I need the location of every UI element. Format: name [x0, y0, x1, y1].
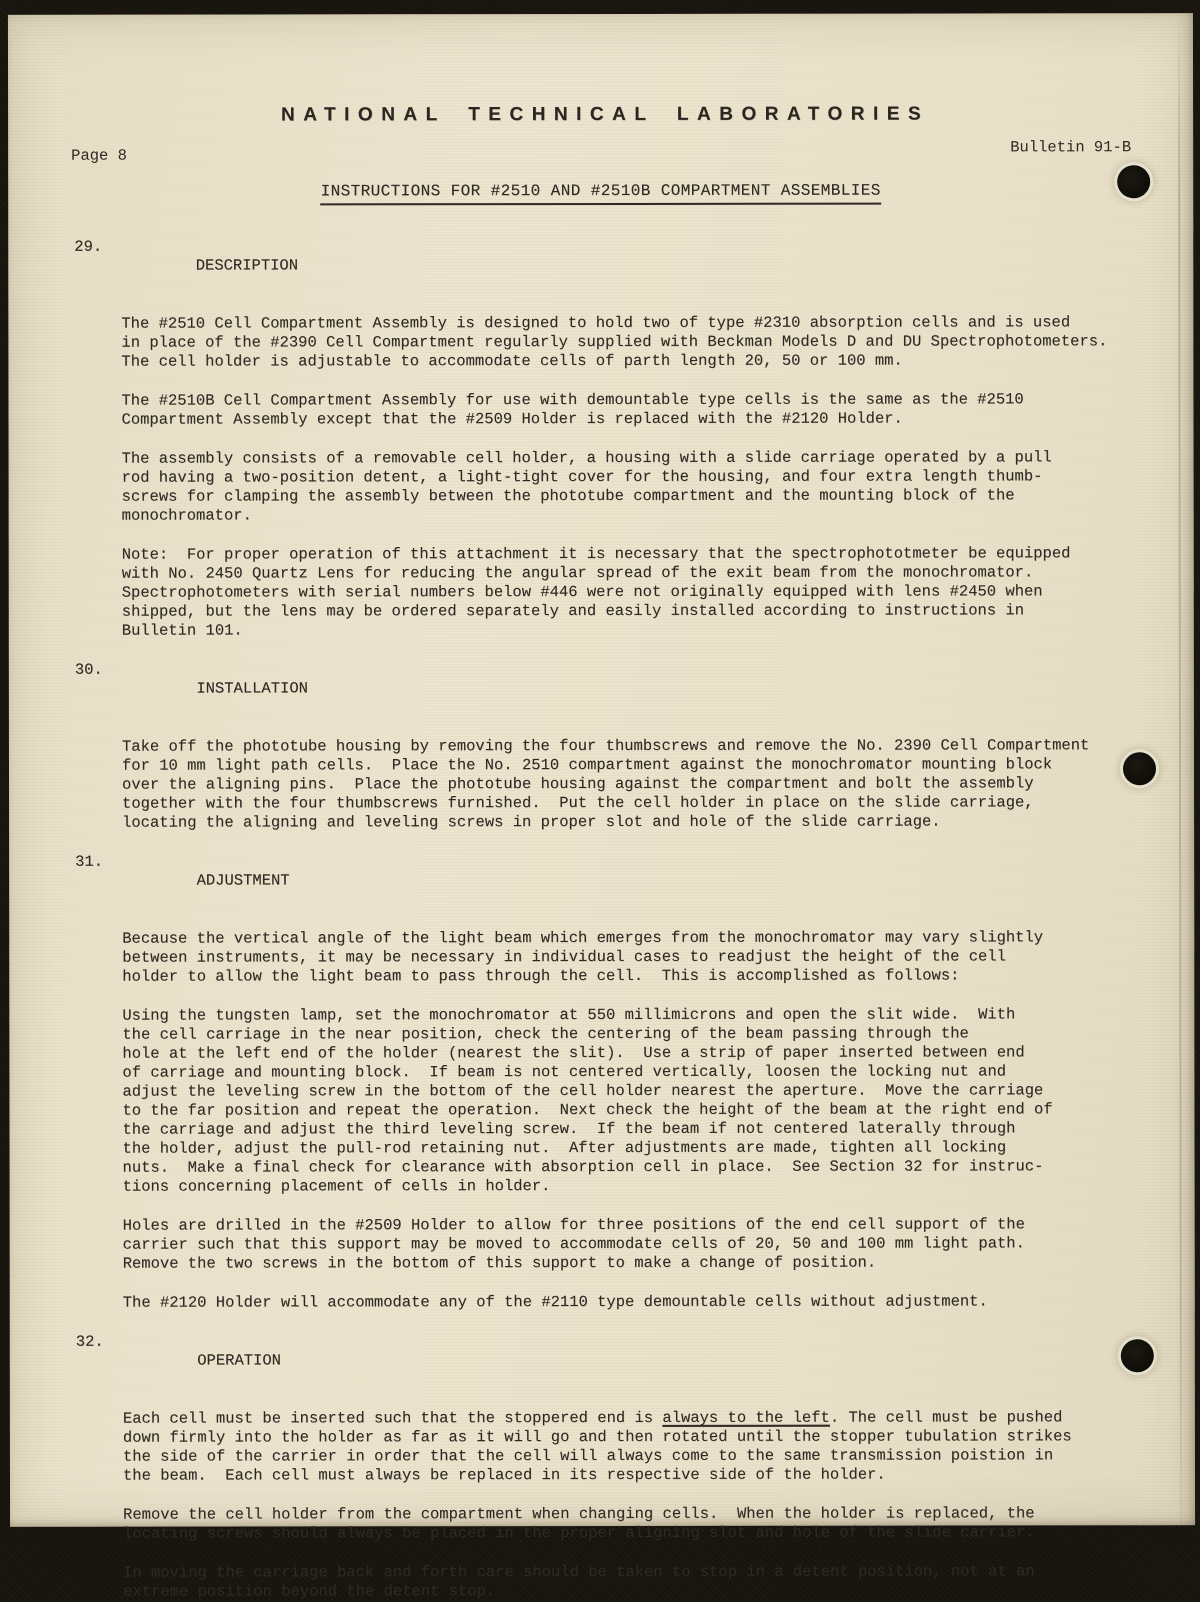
underlined-phrase: always to the left	[662, 1408, 830, 1427]
bulletin-label: Bulletin 91-B	[1010, 138, 1132, 157]
section-31-adjustment	[75, 851, 1157, 1312]
paragraph: Using the tungsten lamp, set the monochromator at 550 millimicrons and open the slit wide. With the cell carriage in the near position, check the centering of the beam passing through the hole at the left end of the holder (nearest the slit). Use a strip of paper inserted between end of carriage and mounting block. If beam is not centered vertically, loosen the locking nut and adjust the leveling screw in the bottom of the cell holder nearest the aperture. Move the carriage to the far position and repeat the operation. Next check the height of the beam at the right end of the carriage and adjust the third leveling screw. If the beam if not centered laterally through the holder, adjust the pull-rod retaining nut. After adjustments are made, tighten all locking nuts. Make a final check for clearance with absorption cell in place. See Section 32 for instruc- tions concerning placement of cells in holder.	[122, 1005, 1053, 1196]
section-heading-label: DESCRIPTION	[195, 256, 299, 275]
section-29-description	[74, 236, 1156, 640]
paragraph: In moving the carriage back and forth care should be taken to stop in a detent position, not at an extreme position beyond the detent stop.	[123, 1562, 1035, 1601]
section-heading-label: OPERATION	[197, 1351, 281, 1370]
paragraph-with-underline	[123, 1408, 1157, 1485]
section-32-operation	[75, 1331, 1157, 1601]
document-body	[8, 204, 1195, 1602]
paragraph: The #2510 Cell Compartment Assembly is designed to hold two of type #2310 absorption cells and is used in place of the #2390 Cell Compartment regularly supplied with Beckman Models D and DU Spectrophotometers. The cell holder is adjustable to accommodate cells of parth length 20, 50 or 100 mm.	[121, 313, 1108, 371]
section-heading-label: INSTALLATION	[196, 679, 308, 698]
section-number: 29.	[74, 237, 103, 256]
section-heading-label: ADJUSTMENT	[196, 871, 290, 890]
section-number: 32.	[75, 1332, 104, 1351]
section-30-installation	[74, 659, 1156, 832]
paragraph: Because the vertical angle of the light beam which emerges from the monochromator may vary slightly between instruments, it may be necessary in individual cases to readjust the height of the cell holder to allow the light beam to pass through the cell. This is accomplished as follows:	[122, 928, 1044, 986]
section-heading	[74, 659, 1156, 717]
section-number: 31.	[75, 852, 104, 871]
page-meta-row	[8, 125, 1193, 165]
section-number: 30.	[74, 660, 103, 679]
paragraph: Holes are drilled in the #2509 Holder to allow for three positions of the end cell support of the carrier such that this support may be moved to accommodate cells of 20, 50 and 100 mm light path. Remove the two screws in the bottom of this support to make a change of position.	[122, 1215, 1025, 1273]
letterhead-brand: NATIONAL TECHNICAL LABORATORIES	[280, 103, 930, 126]
paragraph-note: Note: For proper operation of this attachment it is necessary that the spectrophototmeter be equipped with No. 2450 Quartz Lens for reducing the angular spread of the exit beam from the monochromator. Spectrophotometers with serial numbers below #446 were not originally equipped with lens #2450 when shipped, but the lens may be ordered separately and easily installed according to instructions in Bulletin 101.	[121, 544, 1071, 640]
section-heading	[74, 236, 1155, 294]
page-number-label: Page 8	[71, 146, 127, 165]
paper-sheet	[8, 13, 1195, 1601]
section-heading	[75, 851, 1156, 909]
section-heading	[75, 1331, 1157, 1389]
hole-punch-top	[1117, 165, 1150, 198]
title-row	[8, 181, 1193, 206]
paragraph: Take off the phototube housing by removing the four thumbscrews and remove the No. 2390 Cell Compartment for 10 mm light path cells. Place the No. 2510 compartment against the monochromator mounting block over the aligning pins. Place the phototube housing against the compartment and bolt the assembly together with the four thumbscrews furnished. Put the cell holder in place on the slide carriage, locating the aligning and leveling screws in proper slot and hole of the slide carriage.	[121, 736, 1090, 832]
paragraph: The #2510B Cell Compartment Assembly for use with demountable type cells is the same as the #2510 Compartment Assembly except that the #2509 Holder is replaced with the #2120 Holder.	[121, 390, 1024, 429]
paragraph-part: . The cell must be pushed down firmly into the holder as far as it will go and then rotated until the stopper tubulation strikes the side of the carrier in order that the cell will always come to the same transmission poistion in the beam. Each cell must always be replaced in its respective side of the holder.	[122, 1408, 1072, 1485]
document-title: INSTRUCTIONS FOR #2510 AND #2510B COMPARTMENT ASSEMBLIES	[321, 182, 881, 206]
paragraph: The #2120 Holder will accommodate any of the #2110 type demountable cells without adjustment.	[122, 1292, 988, 1312]
paragraph: Remove the cell holder from the compartment when changing cells. When the holder is replaced, the locating screws should always be placed in the proper aligning slot and hole of the slide carrier.	[123, 1504, 1035, 1543]
paragraph-part: Each cell must be inserted such that the stoppered end is	[122, 1408, 663, 1428]
paragraph: The assembly consists of a removable cell holder, a housing with a slide carriage operated by a pull rod having a two-position detent, a light-tight cover for the housing, and four extra length thumb- screws for clamping the assembly between the phototube compartment and the mounting block of the monochromator.	[121, 448, 1052, 525]
